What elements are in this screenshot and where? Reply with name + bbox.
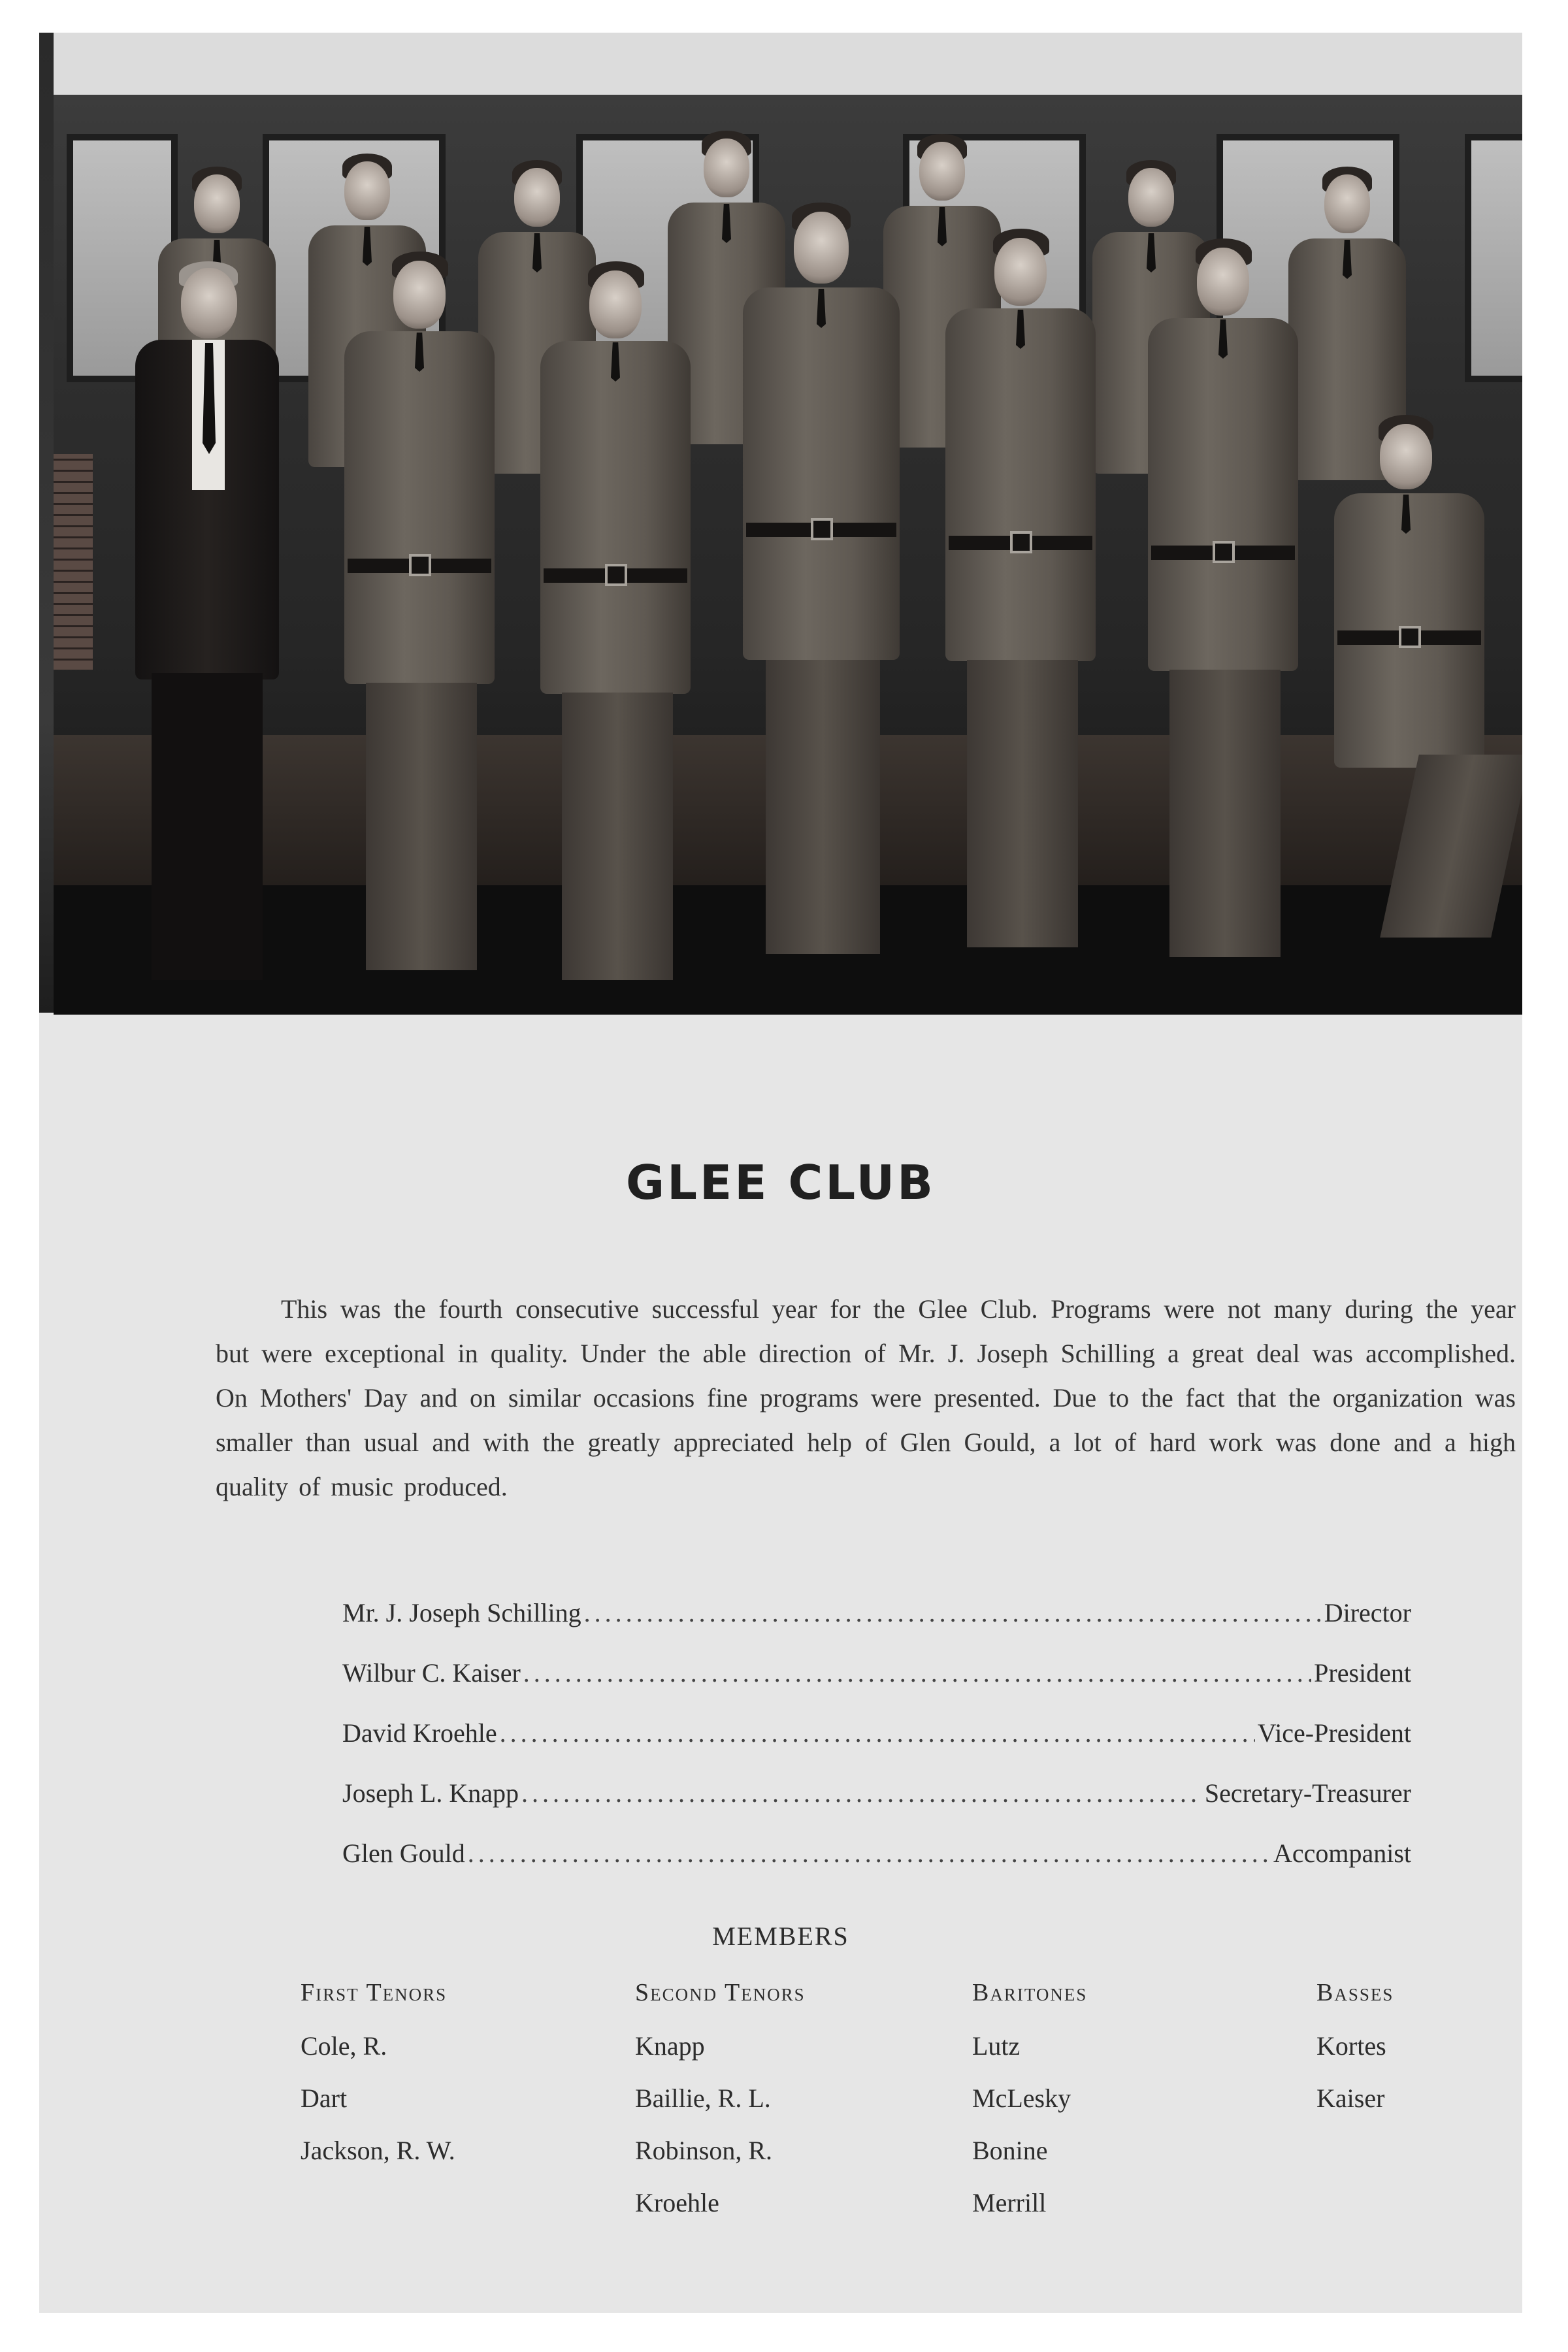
dot-leader [521, 1778, 1202, 1808]
member-name: Kaiser [1316, 2083, 1385, 2113]
dot-leader [468, 1838, 1271, 1869]
officer-role: Accompanist [1273, 1838, 1411, 1868]
member-name: Kortes [1316, 2031, 1386, 2061]
front-row-member [740, 203, 903, 954]
dot-leader [523, 1658, 1311, 1688]
member-name: Bonine [972, 2136, 1048, 2165]
officer-role: Director [1324, 1598, 1411, 1627]
dot-leader [500, 1718, 1255, 1748]
page-title: GLEE CLUB [626, 1155, 936, 1210]
wall-window [1465, 134, 1522, 382]
yearbook-page [39, 33, 1522, 2313]
member-name: Robinson, R. [635, 2136, 773, 2165]
member-name: Jackson, R. W. [301, 2136, 455, 2165]
front-row-member [341, 252, 498, 970]
section-heading: First Tenors [301, 1979, 448, 2006]
officer-name: Wilbur C. Kaiser [342, 1658, 521, 1688]
front-row-member [537, 261, 694, 980]
officer-role: Vice-President [1257, 1718, 1411, 1748]
officers-list [342, 1597, 1411, 1898]
director-figure [132, 261, 282, 980]
officer-role: President [1314, 1658, 1411, 1688]
page-edge-strip [39, 33, 54, 1013]
officer-name: Joseph L. Knapp [342, 1778, 519, 1808]
member-name: Dart [301, 2083, 348, 2113]
seated-member [1334, 415, 1522, 1003]
officer-role: Secretary-Treasurer [1204, 1778, 1411, 1808]
first-tenors-column [301, 1978, 455, 2187]
top-margin [54, 33, 1522, 95]
member-name: Baillie, R. L. [635, 2083, 771, 2113]
officer-name: Mr. J. Joseph Schilling [342, 1598, 581, 1627]
member-name: Lutz [972, 2031, 1021, 2061]
officer-row [342, 1718, 1411, 1778]
section-heading: Second Tenors [635, 1979, 806, 2006]
officer-name: Glen Gould [342, 1838, 465, 1868]
section-heading: Basses [1316, 1979, 1394, 2006]
officer-row [342, 1597, 1411, 1658]
member-name: Knapp [635, 2031, 705, 2061]
member-name: Merrill [972, 2188, 1047, 2217]
member-name: McLesky [972, 2083, 1071, 2113]
description-paragraph: This was the fourth consecutive successful year for the Glee Club. Programs were not many during the year but were exceptional in quality. Under the able direction of Mr. J. Joseph Schilling a great deal was accomplished. On Mothers' Day and on similar occasions fine programs were presented. Due to the fact that the organization was smaller than usual and with the greatly appreciated help of Glen Gould, a lot of hard work was done and a high quality of music produced. [216, 1294, 1516, 1501]
group-photograph [54, 95, 1522, 1015]
brick-wall [54, 454, 93, 670]
members-heading: MEMBERS [712, 1921, 849, 1951]
officer-row [342, 1778, 1411, 1838]
officer-row [342, 1838, 1411, 1898]
officer-name: David Kroehle [342, 1718, 497, 1748]
front-row-member [942, 229, 1099, 947]
front-row-member [1145, 238, 1301, 957]
baritones-column [972, 1978, 1087, 2240]
member-name: Cole, R. [301, 2031, 387, 2061]
officer-row [342, 1658, 1411, 1718]
section-heading: Baritones [972, 1979, 1088, 2006]
member-name: Kroehle [635, 2188, 719, 2217]
second-tenors-column [635, 1978, 806, 2240]
dot-leader [584, 1597, 1322, 1628]
basses-column [1316, 1978, 1394, 2135]
